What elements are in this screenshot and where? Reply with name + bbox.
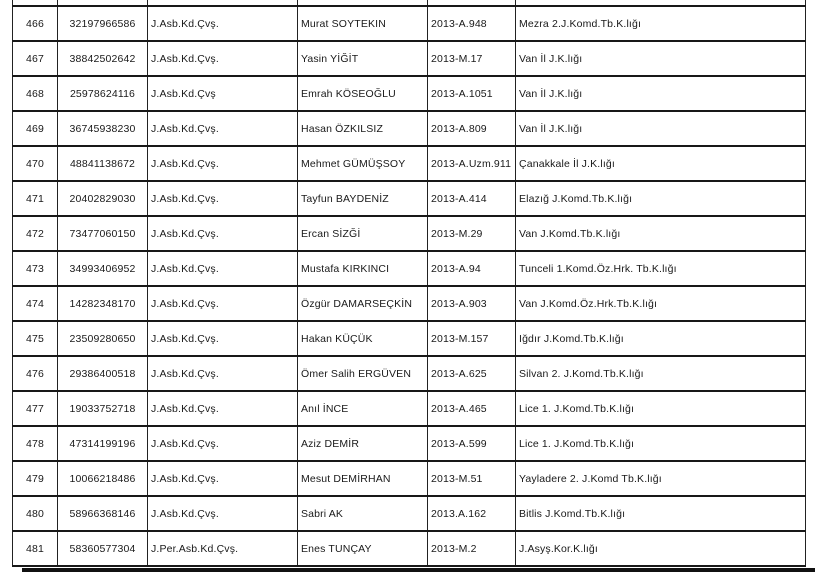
rank-cell: J.Asb.Kd.Çvş. [148, 6, 298, 41]
table-row [13, 496, 806, 531]
row-number-cell: 477 [13, 391, 58, 426]
assignment-code-cell: 2013-M.157 [428, 321, 516, 356]
national-id-cell: 10066218486 [58, 461, 148, 496]
personnel-assignment-table [12, 0, 806, 567]
rank-cell: J.Asb.Kd.Çvş. [148, 251, 298, 286]
table-row [13, 356, 806, 391]
duty-unit-cell: Yayladere 2. J.Komd Tb.K.lığı [516, 461, 806, 496]
rank-cell: J.Asb.Kd.Çvş. [148, 391, 298, 426]
row-number-cell: 471 [13, 181, 58, 216]
national-id-cell: 14282348170 [58, 286, 148, 321]
row-number-cell: 469 [13, 111, 58, 146]
row-number-cell: 474 [13, 286, 58, 321]
rank-cell: J.Asb.Kd.Çvş. [148, 356, 298, 391]
name-cell: Sabri AK [298, 496, 428, 531]
name-cell: Mustafa KIRKINCI [298, 251, 428, 286]
duty-unit-cell: Van İl J.K.lığı [516, 41, 806, 76]
rank-cell: J.Asb.Kd.Çvş. [148, 321, 298, 356]
rank-cell: J.Asb.Kd.Çvş. [148, 461, 298, 496]
table-row [13, 321, 806, 356]
row-number-cell: 481 [13, 531, 58, 566]
duty-unit-cell: Elazığ J.Komd.Tb.K.lığı [516, 181, 806, 216]
rank-cell: J.Asb.Kd.Çvş. [148, 216, 298, 251]
assignment-code-cell: 2013-M.2 [428, 531, 516, 566]
rank-cell: J.Per.Asb.Kd.Çvş. [148, 531, 298, 566]
table-scan-area [12, 0, 806, 567]
assignment-code-cell: 2013-M.29 [428, 216, 516, 251]
table-row [13, 146, 806, 181]
national-id-cell: 38842502642 [58, 41, 148, 76]
table-row [13, 426, 806, 461]
name-cell: Yasin YİĞİT [298, 41, 428, 76]
national-id-cell: 34993406952 [58, 251, 148, 286]
national-id-cell: 23509280650 [58, 321, 148, 356]
name-cell: Murat SOYTEKIN [298, 6, 428, 41]
table-row [13, 111, 806, 146]
duty-unit-cell: Van J.Komd.Öz.Hrk.Tb.K.lığı [516, 286, 806, 321]
row-number-cell: 479 [13, 461, 58, 496]
row-number-cell: 472 [13, 216, 58, 251]
rank-cell: J.Asb.Kd.Çvş [148, 76, 298, 111]
national-id-cell: 20402829030 [58, 181, 148, 216]
assignment-code-cell: 2013-A.94 [428, 251, 516, 286]
rank-cell: J.Asb.Kd.Çvş. [148, 426, 298, 461]
rank-cell: J.Asb.Kd.Çvş. [148, 496, 298, 531]
national-id-cell: 29386400518 [58, 356, 148, 391]
row-number-cell: 473 [13, 251, 58, 286]
national-id-cell: 25978624116 [58, 76, 148, 111]
rank-cell: J.Asb.Kd.Çvş. [148, 286, 298, 321]
assignment-code-cell: 2013-A.1051 [428, 76, 516, 111]
duty-unit-cell: Tunceli 1.Komd.Öz.Hrk. Tb.K.lığı [516, 251, 806, 286]
table-row [13, 251, 806, 286]
assignment-code-cell: 2013-A.625 [428, 356, 516, 391]
assignment-code-cell: 2013.A.162 [428, 496, 516, 531]
national-id-cell: 73477060150 [58, 216, 148, 251]
duty-unit-cell: Van İl J.K.lığı [516, 76, 806, 111]
duty-unit-cell: Iğdır J.Komd.Tb.K.lığı [516, 321, 806, 356]
duty-unit-cell: Lice 1. J.Komd.Tb.K.lığı [516, 426, 806, 461]
table-row [13, 41, 806, 76]
assignment-code-cell: 2013-A.599 [428, 426, 516, 461]
table-row [13, 181, 806, 216]
assignment-code-cell: 2013-A.948 [428, 6, 516, 41]
national-id-cell: 36745938230 [58, 111, 148, 146]
duty-unit-cell: Silvan 2. J.Komd.Tb.K.lığı [516, 356, 806, 391]
national-id-cell: 48841138672 [58, 146, 148, 181]
name-cell: Ercan SİZĞİ [298, 216, 428, 251]
assignment-code-cell: 2013-M.51 [428, 461, 516, 496]
name-cell: Aziz DEMİR [298, 426, 428, 461]
assignment-code-cell: 2013-A.809 [428, 111, 516, 146]
duty-unit-cell: Van İl J.K.lığı [516, 111, 806, 146]
name-cell: Hakan KÜÇÜK [298, 321, 428, 356]
name-cell: Mehmet GÜMÜŞSOY [298, 146, 428, 181]
table-row [13, 6, 806, 41]
duty-unit-cell: Van J.Komd.Tb.K.lığı [516, 216, 806, 251]
table-row [13, 76, 806, 111]
thick-bottom-rule [22, 568, 815, 572]
row-number-cell: 466 [13, 6, 58, 41]
rank-cell: J.Asb.Kd.Çvş. [148, 111, 298, 146]
assignment-code-cell: 2013-A.903 [428, 286, 516, 321]
table-row [13, 391, 806, 426]
rank-cell: J.Asb.Kd.Çvş. [148, 146, 298, 181]
name-cell: Anıl İNCE [298, 391, 428, 426]
table-row [13, 461, 806, 496]
duty-unit-cell: Mezra 2.J.Komd.Tb.K.lığı [516, 6, 806, 41]
row-number-cell: 476 [13, 356, 58, 391]
national-id-cell: 58360577304 [58, 531, 148, 566]
row-number-cell: 480 [13, 496, 58, 531]
row-number-cell: 467 [13, 41, 58, 76]
duty-unit-cell: Bitlis J.Komd.Tb.K.lığı [516, 496, 806, 531]
row-number-cell: 475 [13, 321, 58, 356]
row-number-cell: 478 [13, 426, 58, 461]
assignment-code-cell: 2013-A.465 [428, 391, 516, 426]
name-cell: Enes TUNÇAY [298, 531, 428, 566]
duty-unit-cell: Çanakkale İl J.K.lığı [516, 146, 806, 181]
name-cell: Tayfun BAYDENİZ [298, 181, 428, 216]
assignment-code-cell: 2013-A.414 [428, 181, 516, 216]
rank-cell: J.Asb.Kd.Çvş. [148, 41, 298, 76]
national-id-cell: 47314199196 [58, 426, 148, 461]
assignment-code-cell: 2013-M.17 [428, 41, 516, 76]
table-row [13, 286, 806, 321]
table-body [13, 0, 806, 566]
name-cell: Hasan ÖZKILSIZ [298, 111, 428, 146]
row-number-cell: 468 [13, 76, 58, 111]
table-row [13, 216, 806, 251]
assignment-code-cell: 2013-A.Uzm.911 [428, 146, 516, 181]
name-cell: Özgür DAMARSEÇKİN [298, 286, 428, 321]
name-cell: Mesut DEMİRHAN [298, 461, 428, 496]
table-row [13, 531, 806, 566]
national-id-cell: 19033752718 [58, 391, 148, 426]
national-id-cell: 58966368146 [58, 496, 148, 531]
row-number-cell: 470 [13, 146, 58, 181]
rank-cell: J.Asb.Kd.Çvş. [148, 181, 298, 216]
name-cell: Emrah KÖSEOĞLU [298, 76, 428, 111]
national-id-cell: 32197966586 [58, 6, 148, 41]
duty-unit-cell: J.Asyş.Kor.K.lığı [516, 531, 806, 566]
name-cell: Ömer Salih ERGÜVEN [298, 356, 428, 391]
duty-unit-cell: Lice 1. J.Komd.Tb.K.lığı [516, 391, 806, 426]
